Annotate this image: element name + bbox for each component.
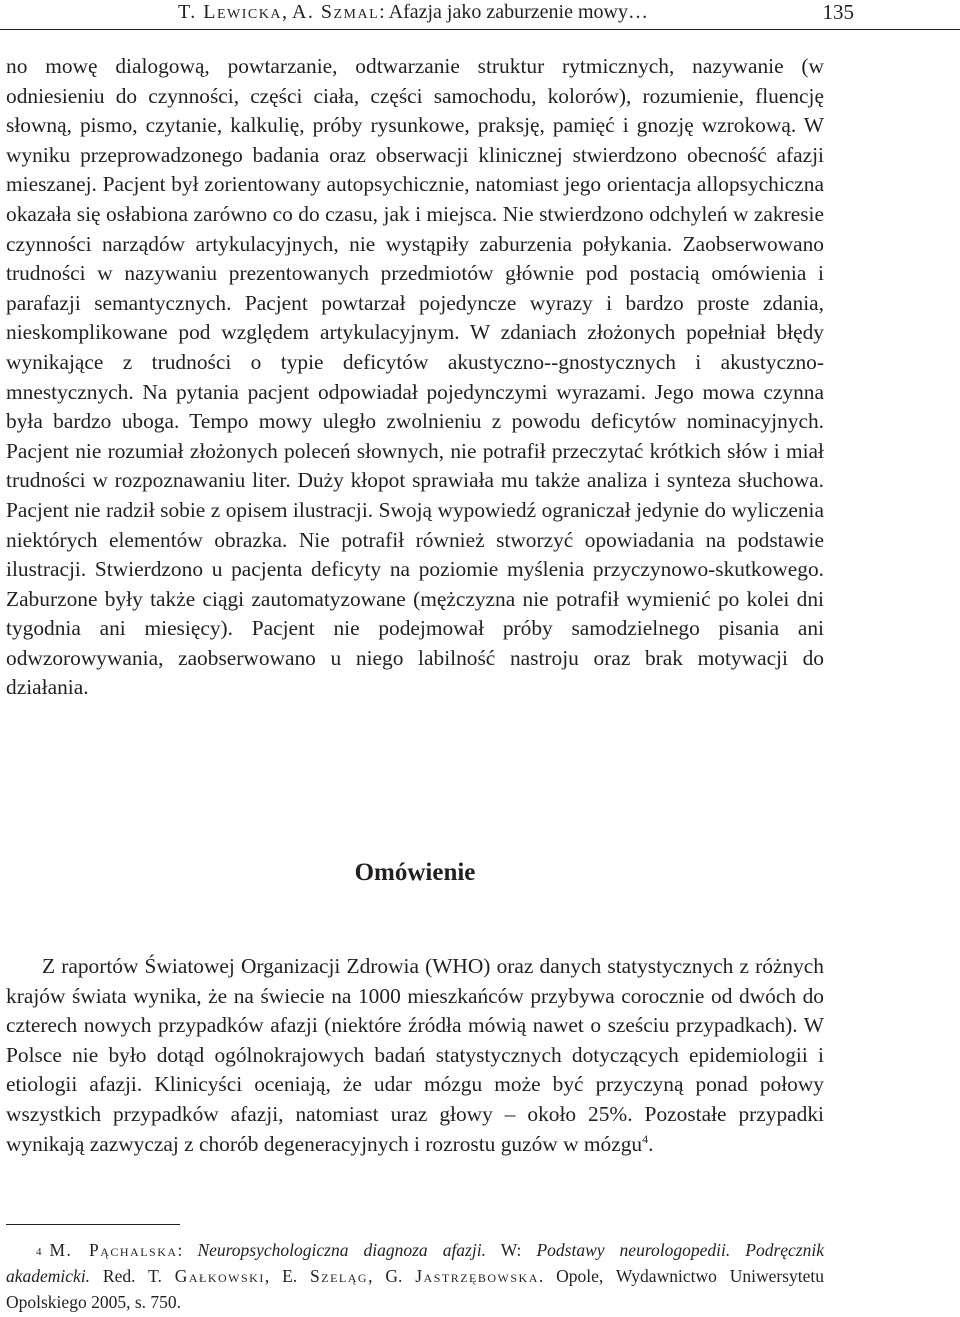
- header-title-text: : Afazja jako zaburzenie mowy…: [379, 1, 648, 23]
- footnote-editor-1: Gałkowski: [174, 1266, 265, 1286]
- footnote-author: M. Pąchalska: [49, 1240, 178, 1260]
- footnote-rest: . Opole, Wydawnictwo Uniwersytetu Opolskiego 2005, s. 750.: [6, 1266, 824, 1312]
- body-paragraph-1: no mowę dialogową, powtarzanie, odtwarzanie struktur rytmicznych, nazywanie (w odniesieniu do czynności, części ciała, części samochodu, kolorów), rozumienie, fluencję słowną, pismo, czytanie, kalkulię, próby rysunkowe, praksję, pamięć i gnozję wzrokową. W wyniku przeprowadzonego badania oraz obserwacji klinicznej stwierdzono obecność afazji mieszanej. Pacjent był zorientowany autopsychicznie, natomiast jego orientacja allopsychiczna okazała się osłabiona zarówno co do czasu, jak i miejsca. Nie stwierdzono odchyleń w zakresie czynności narządów artykulacyjnych, nie wystąpiły zaburzenia połykania. Zaobserwowano trudności w nazywaniu prezentowanych przedmiotów głównie pod postacią omówienia i parafazji semantycznych. Pacjent powtarzał pojedyncze wyrazy i bardzo proste zdania, nieskomplikowane pod względem artykulacyjnym. W zdaniach złożonych popełniał błędy wynikające z trudności o typie deficytów akustyczno--gnostycznych i akustyczno-mnestycznych. Na pytania pacjent odpowiadał pojedynczymi wyrazami. Jego mowa czynna była bardzo uboga. Tempo mowy uległo zwolnieniu z powodu deficytów nominacyjnych. Pacjent nie rozumiał złożonych poleceń słownych, nie potrafił przeczytać krótkich słów i miał trudności w rozpoznawaniu liter. Duży kłopot sprawiała mu także analiza i synteza słuchowa. Pacjent nie radził sobie z opisem ilustracji. Swoją wypowiedź ograniczał jedynie do wyliczenia niektórych elementów obrazka. Nie potrafił również stworzyć opowiadania na podstawie ilustracji. Stwierdzono u pacjenta deficyty na poziomie myślenia przyczynowo-skutkowego. Zaburzone były także ciągi zautomatyzowane (mężczyzna nie potrafił wymienić po kolei dni tygodnia ani miesięcy). Pacjent nie podejmował próby samodzielnego pisania ani odwzorowywania, zaobserwowano u niego labilność nastroju oraz brak motywacji do działania.: [6, 54, 824, 700]
- footnote: [6, 1237, 824, 1315]
- footnote-reference[interactable]: 4: [642, 1131, 649, 1146]
- header-author-1: T. Lewicka: [178, 1, 282, 23]
- paragraph-2-end: .: [648, 1131, 654, 1156]
- header-divider: [0, 29, 960, 30]
- footnote-title-1: Neuropsychologiczna diagnoza afazji.: [197, 1240, 486, 1260]
- footnote-number: 4: [36, 1246, 42, 1258]
- footnote-red: Red.: [90, 1266, 149, 1286]
- body-paragraph-2: [6, 952, 824, 1159]
- footnote-sep-1: , E.: [264, 1266, 311, 1286]
- paragraph-2-text: Z raportów Światowej Organizacji Zdrowia (WHO) oraz danych statystycznych z różnych krajów świata wynika, że na świecie na 1000 mieszkańców przybywa corocznie od dwóch do czterech nowych przypadków afazji (niektóre źródła mówią nawet o sześciu przypadkach). W Polsce nie było dotąd ogólnokrajowych badań statystycznych dotyczących epidemiologii i etiologii afazji. Klinicyści oceniają, że udar mózgu może być przyczyną ponad połowy wszystkich przypadków afazji, natomiast uraz głowy – około 25%. Pozostałe przypadki wynikają zazwyczaj z chorób degeneracyjnych i rozrostu guzów w mózgu: [6, 954, 824, 1156]
- header-author-2: A. Szmal: [291, 1, 380, 23]
- footnote-divider: [6, 1224, 180, 1225]
- footnote-editor-2: Szeląg: [310, 1266, 369, 1286]
- footnote-title-2: Podstawy neurologopedii. Podręcznik akademicki.: [6, 1240, 824, 1286]
- section-heading: Omówienie: [354, 859, 476, 886]
- running-header: [0, 0, 960, 40]
- page-number: 135: [822, 0, 854, 24]
- footnote-sep-2: , G.: [368, 1266, 416, 1286]
- footnote-colon: :: [177, 1240, 198, 1260]
- footnote-editor-3: Jastrzębowska: [415, 1266, 539, 1286]
- footnote-editor-1-initial: T.: [148, 1266, 175, 1286]
- running-title: T. Lewicka, A. Szmal: Afazja jako zaburzenie mowy…: [178, 1, 648, 23]
- footnote-in: W:: [485, 1240, 537, 1260]
